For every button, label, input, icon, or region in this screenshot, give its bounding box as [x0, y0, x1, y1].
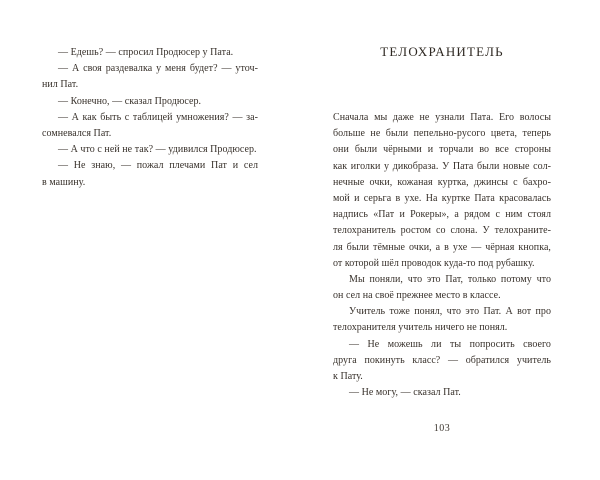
page-number: 103: [433, 423, 451, 434]
text-line: — Не можешь ли ты попросить своего: [349, 338, 551, 350]
text-line: Сначала мы даже не узнали Пата. Его волосы: [333, 112, 551, 123]
text-line: нечные очки, кожаная куртка, джинсы с бахро-: [333, 176, 551, 188]
text-line: в машину.: [42, 176, 86, 188]
left-page-text: [42, 45, 258, 191]
text-line: — Не знаю, — пожал плечами Пат и сел: [58, 160, 258, 172]
text-line: телохранитель ростом со слона. У телохраните-: [333, 225, 551, 237]
text-line: нил Пат.: [42, 79, 79, 91]
text-line: — Едешь? — спросил Продюсер у Пата.: [58, 47, 234, 58]
text-line: Мы поняли, что это Пат, только потому что: [349, 273, 551, 285]
text-line: Учитель тоже понял, что это Пат. А вот про: [349, 306, 551, 318]
chapter-title: ТЕЛОХРАНИТЕЛЬ: [380, 44, 504, 59]
text-line: к Пату.: [333, 371, 363, 382]
text-line: больше не были пепельно-русого цвета, теперь: [333, 128, 551, 140]
right-page-text: [333, 110, 551, 401]
text-line: — Не могу, — сказал Пат.: [349, 387, 461, 399]
text-line: мой и серьга в ухе. На куртке Пата красовалась: [333, 192, 551, 204]
text-line: надпись «Пат и Рокеры», а рядом с ним стоял: [333, 209, 551, 221]
text-line: он сел на своё прежнее место в классе.: [333, 290, 501, 302]
text-line: от которой шёл проводок куда-то под рубашку.: [333, 257, 535, 269]
text-line: как иголки у дикобраза. У Пата были новые сол-: [333, 160, 551, 172]
text-line: ля были тёмные очки, а в ухе — чёрная кнопка,: [333, 241, 551, 253]
page-right: [300, 0, 600, 480]
text-line: друга покинуть класс? — обратился учитель: [333, 354, 551, 366]
text-line: они были чёрными и торчали во все стороны: [333, 144, 551, 156]
text-line: сомневался Пат.: [42, 127, 112, 139]
text-line: — А что с ней не так? — удивился Продюсер.: [58, 144, 257, 156]
text-line: — Конечно, — сказал Продюсер.: [58, 95, 202, 107]
text-line: — А своя раздевалка у меня будет? — уточ-: [58, 63, 258, 75]
text-line: телохранителя учитель ничего не понял.: [333, 322, 508, 334]
text-line: — А как быть с таблицей умножения? — за-: [58, 111, 258, 123]
